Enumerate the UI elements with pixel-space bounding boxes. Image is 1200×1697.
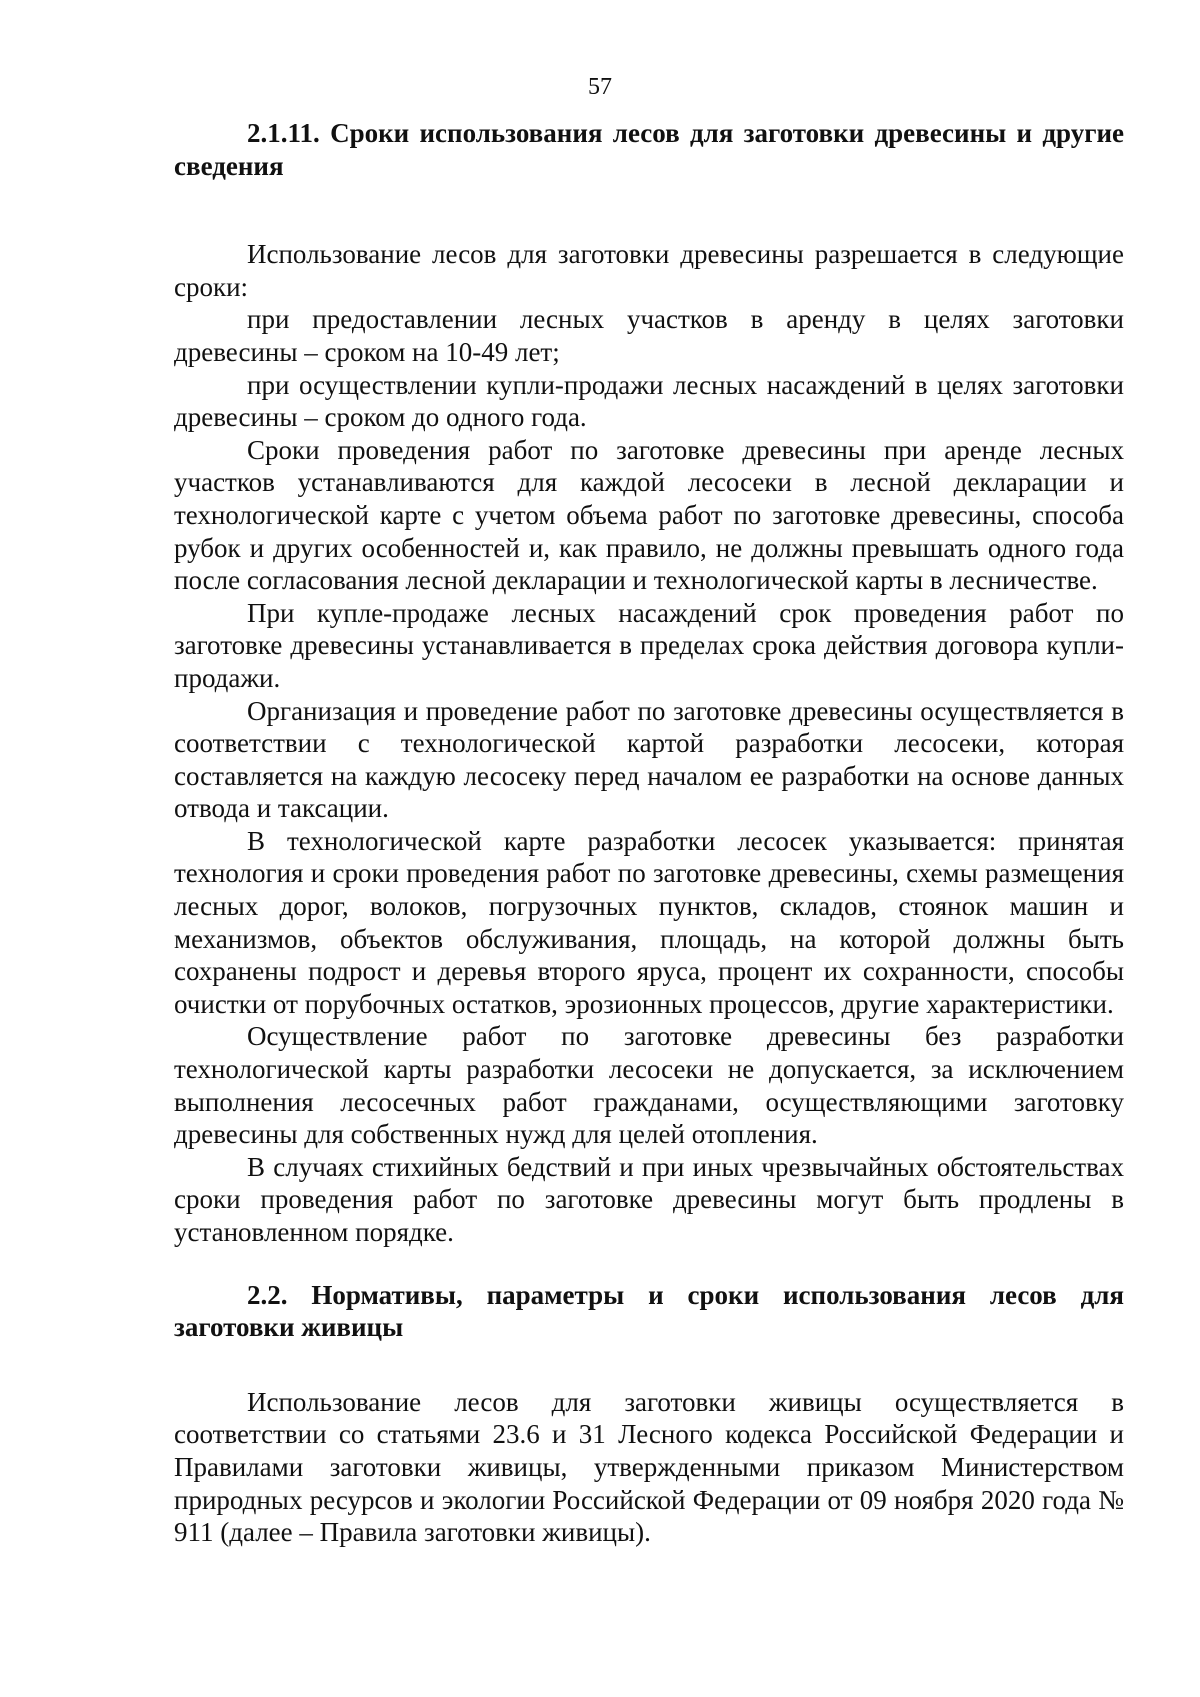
section-heading-2-2: 2.2. Нормативы, параметры и сроки использования лесов для заготовки живицы [174, 1279, 1124, 1343]
paragraph: В случаях стихийных бедствий и при иных чрезвычайных обстоятельствах сроки проведения работ по заготовке древесины могут быть продлены в установленном порядке. [174, 1151, 1124, 1247]
page-number: 57 [588, 74, 612, 100]
paragraph: Осуществление работ по заготовке древесины без разработки технологической карты разработки лесосеки не допускается, за исключением выполнения лесосечных работ гражданами, осуществляющими заготовку древесины для собственных нужд для целей отопления. [174, 1021, 1124, 1150]
paragraph: Использование лесов для заготовки живицы осуществляется в соответствии со статьями 23.6 и 31 Лесного кодекса Российской Федерации и Правилами заготовки живицы, утвержденными приказом Министерством природных ресурсов и экологии Российской Федерации от 09 ноября 2020 года № 911 (далее – Правила заготовки живицы). [174, 1386, 1124, 1548]
paragraph: Использование лесов для заготовки древесины разрешается в следующие сроки: [174, 239, 1124, 302]
paragraph: при осуществлении купли-продажи лесных насаждений в целях заготовки древесины – сроком до одного года. [174, 369, 1124, 433]
paragraph: При купле-продаже лесных насаждений срок проведения работ по заготовке древесины устанавливается в пределах срока действия договора купли-продажи. [174, 597, 1124, 693]
section-heading-2-1-11: 2.1.11. Сроки использования лесов для заготовки древесины и другие сведения [174, 118, 1124, 181]
document-body [174, 117, 1124, 1549]
paragraph: при предоставлении лесных участков в аренду в целях заготовки древесины – сроком на 10-49 лет; [174, 304, 1124, 367]
paragraph: В технологической карте разработки лесосек указывается: принятая технология и сроки проведения работ по заготовке древесины, схемы размещения лесных дорог, волоков, погрузочных пунктов, складов, стоянок машин и механизмов, объектов обслуживания, площадь, на которой должны быть сохранены подрост и деревья второго яруса, процент их сохранности, способы очистки от порубочных остатков, эрозионных процессов, другие характеристики. [174, 825, 1124, 1019]
paragraph: Сроки проведения работ по заготовке древесины при аренде лесных участков устанавливаются для каждой лесосеки в лесной декларации и технологической карте с учетом объема работ по заготовке древесины, способа рубок и других особенностей и, как правило, не должны превышать одного года после согласования лесной декларации и технологической карты в лесничестве. [174, 434, 1124, 596]
paragraph: Организация и проведение работ по заготовке древесины осуществляется в соответствии с технологической картой разработки лесосеки, которая составляется на каждую лесосеку перед началом ее разработки на основе данных отвода и таксации. [174, 695, 1124, 824]
